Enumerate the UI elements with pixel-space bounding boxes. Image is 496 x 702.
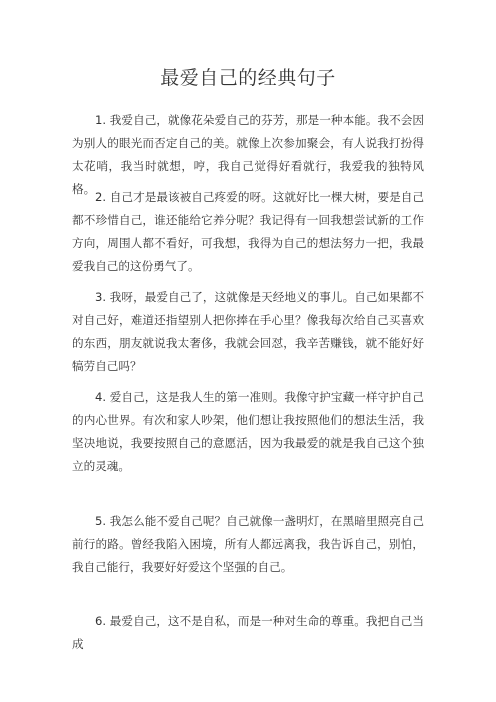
paragraph-4: 4. 爱自己，这是我人生的第一准则。我像守护宝藏一样守护自己的内心世界。有次和家人吵架，他们想让我按照他们的想法生活，我坚决地说，我要按照自己的意愿活，因为我最爱的就是我自己这个独立的灵魂。 xyxy=(72,390,424,473)
paragraph-1: 1. 我爱自己，就像花朵爱自己的芬芳，那是一种本能。我不会因为别人的眼光而否定自己的美。就像上次参加聚会，有人说我打扮得太花哨，我当时就想，哼，我自己觉得好看就行，我爱我的独特风格。 xyxy=(72,113,424,196)
paragraph-3: 3. 我呀，最爱自己了，这就像是天经地义的事儿。自己如果都不对自己好，难道还指望别人把你捧在手心里？像我每次给自己买喜欢的东西，朋友就说我太奢侈，我就会回怼，我辛苦赚钱，就不能好好犒劳自己吗？ xyxy=(72,290,424,373)
paragraph-5: 5. 我怎么能不爱自己呢？自己就像一盏明灯，在黑暗里照亮自己前行的路。曾经我陷入困境，所有人都远离我，我告诉自己，别怕，我自己能行，我要好好爱这个坚强的自己。 xyxy=(72,514,424,574)
document-title: 最爱自己的经典句子 xyxy=(160,67,336,89)
paragraph-6: 6. 最爱自己，这不是自私，而是一种对生命的尊重。我把自己当成 xyxy=(72,614,424,651)
paragraph-2: 2. 自己才是最该被自己疼爱的呀。这就好比一棵大树，要是自己都不珍惜自己，谁还能给它养分呢？我记得有一回我想尝试新的工作方向，周围人都不看好，可我想，我得为自己的想法努力一把，我最爱我自己的这份勇气了。 xyxy=(72,190,424,273)
